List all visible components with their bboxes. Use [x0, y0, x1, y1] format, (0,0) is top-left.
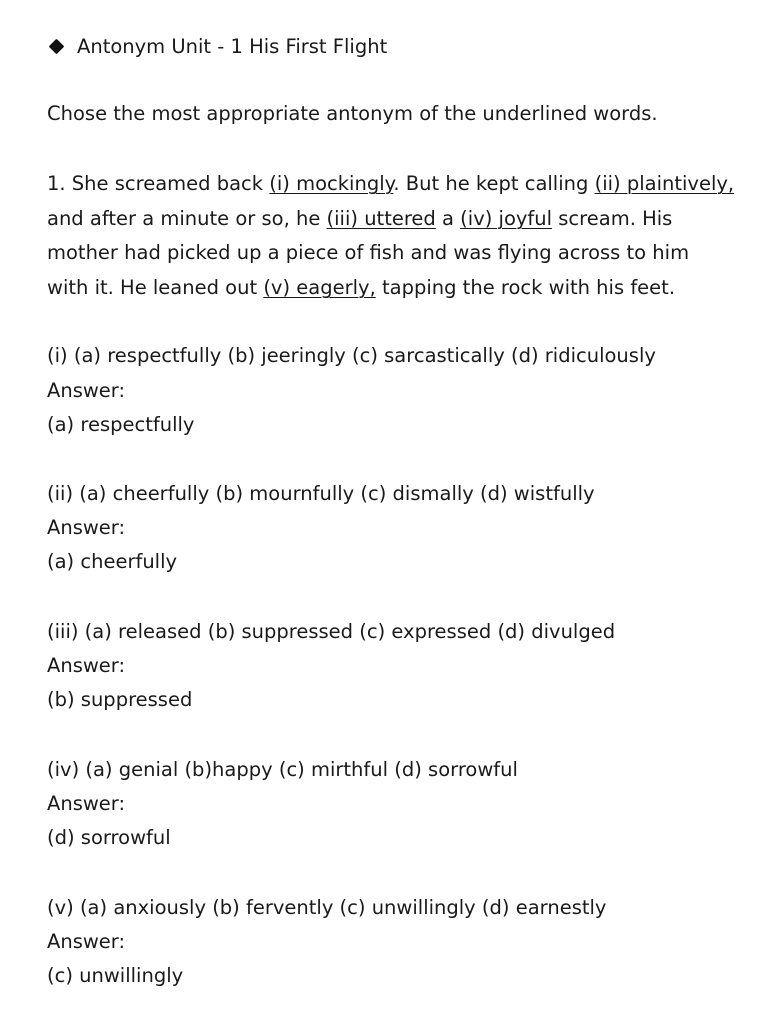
answer-text: (a) cheerfully	[47, 550, 178, 573]
answer-text: (b) suppressed	[47, 688, 193, 711]
underlined-word-v: (v) eagerly,	[263, 276, 376, 299]
passage-line-3: mother had picked up a piece of fish and was flying across to him	[47, 241, 690, 264]
passage-text: 1. She screamed back	[47, 172, 270, 195]
underlined-word-iv: (iv) joyful	[460, 207, 553, 230]
passage-line-2	[47, 206, 672, 232]
underlined-word-ii: (ii) plaintively,	[594, 172, 735, 195]
passage-line-4	[47, 275, 675, 301]
answer-label: Answer:	[47, 654, 126, 677]
page-title: Antonym Unit - 1 His First Flight	[77, 34, 388, 58]
question-options: (ii) (a) cheerfully (b) mournfully (c) dismally (d) wistfully	[47, 482, 595, 505]
passage-text: and after a minute or so, he	[47, 207, 327, 230]
passage-line-1	[47, 171, 734, 197]
title-row	[48, 32, 387, 60]
passage-text: with it. He leaned out	[47, 276, 264, 299]
instruction-text: Chose the most appropriate antonym of the underlined words.	[47, 102, 658, 125]
underlined-word-iii: (iii) uttered	[326, 207, 436, 230]
passage-text: . But he kept calling	[393, 172, 595, 195]
answer-label: Answer:	[47, 516, 126, 539]
answer-label: Answer:	[47, 379, 126, 402]
passage-text: tapping the rock with his feet.	[375, 276, 676, 299]
passage-text: a	[435, 207, 461, 230]
underlined-word-i: (i) mockingly	[269, 172, 394, 195]
answer-text: (a) respectfully	[47, 413, 195, 436]
answer-label: Answer:	[47, 792, 126, 815]
question-options: (i) (a) respectfully (b) jeeringly (c) sarcastically (d) ridiculously	[47, 344, 656, 367]
diamond-bullet-icon	[49, 38, 65, 54]
question-options: (v) (a) anxiously (b) fervently (c) unwillingly (d) earnestly	[47, 896, 607, 919]
passage-text: scream. His	[552, 207, 673, 230]
question-options: (iii) (a) released (b) suppressed (c) expressed (d) divulged	[47, 620, 616, 643]
answer-text: (c) unwillingly	[47, 964, 184, 987]
answer-text: (d) sorrowful	[47, 826, 171, 849]
question-options: (iv) (a) genial (b)happy (c) mirthful (d) sorrowful	[47, 758, 518, 781]
answer-label: Answer:	[47, 930, 126, 953]
